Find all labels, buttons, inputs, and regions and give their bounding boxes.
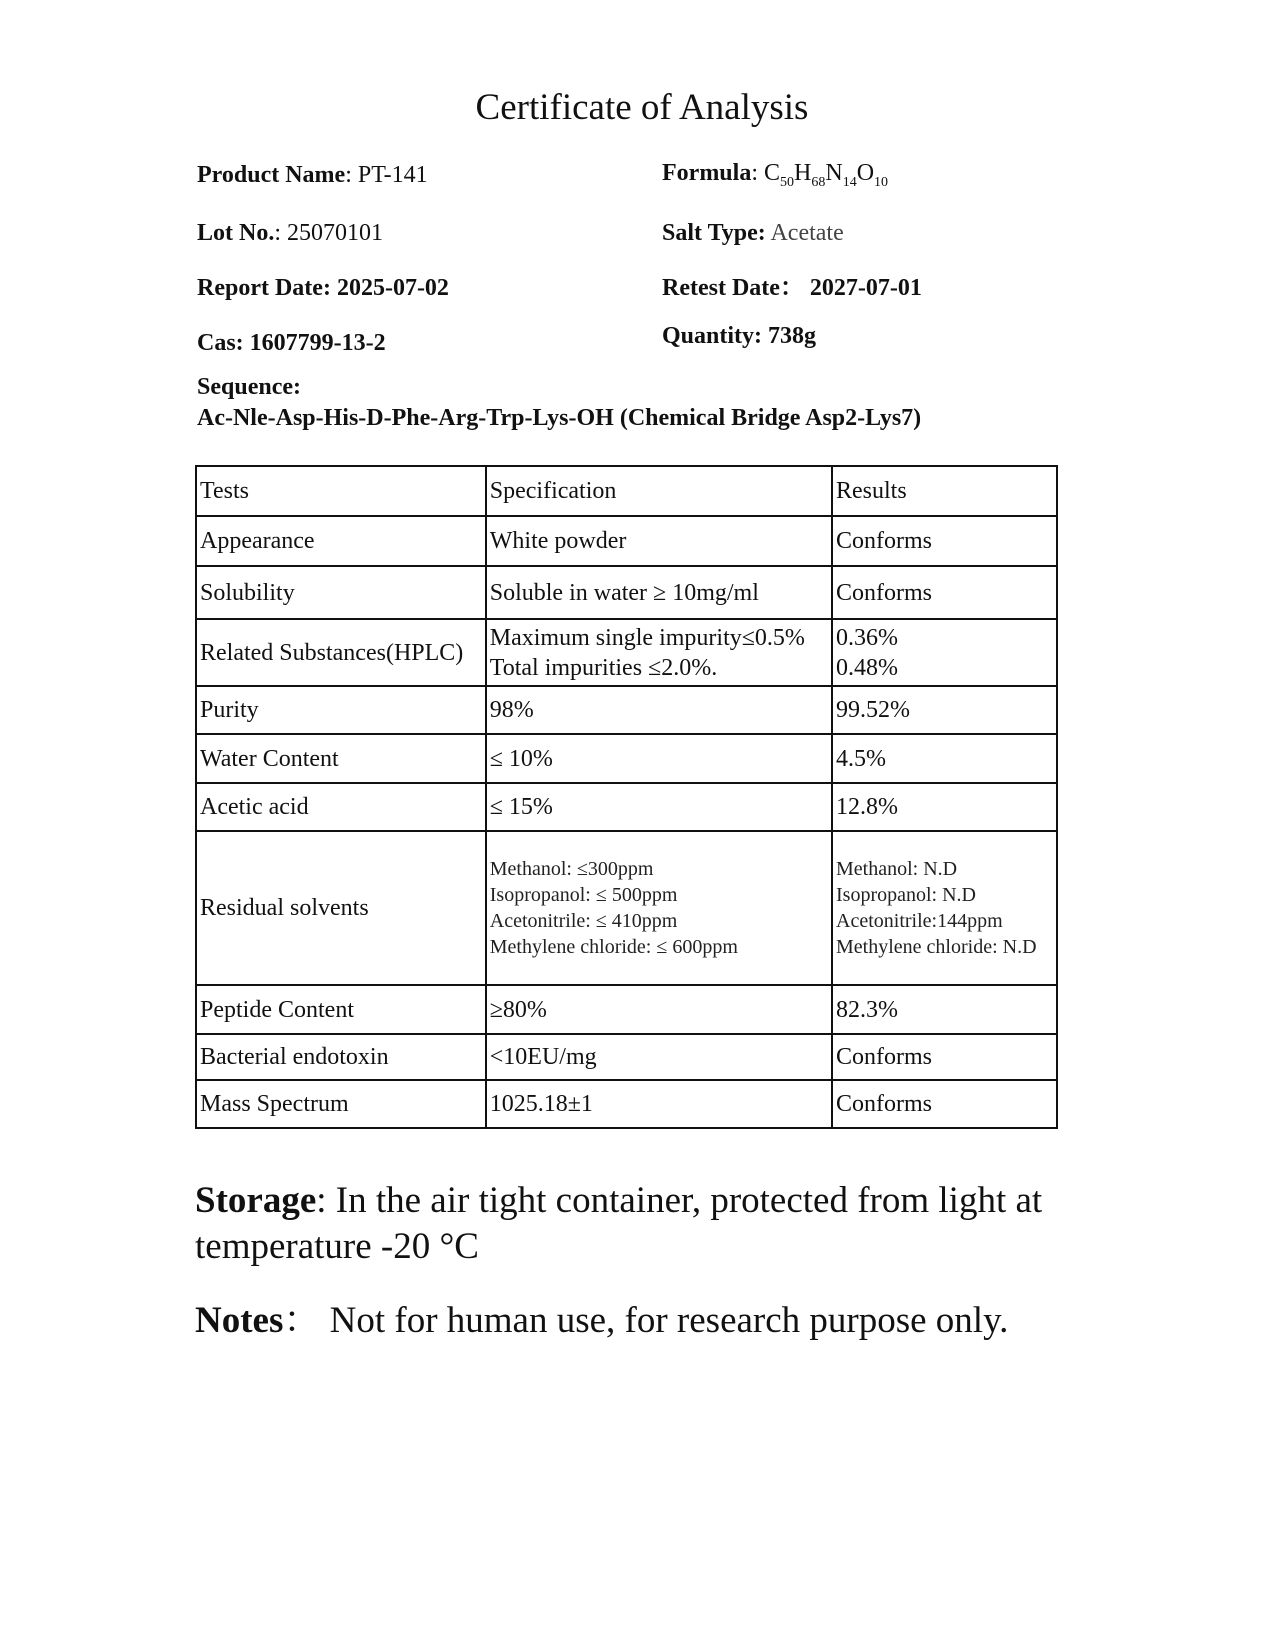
spec-value: Maximum single impurity≤0.5% (489, 624, 805, 651)
lot-label: Lot No. (197, 220, 275, 246)
quantity-field (662, 321, 816, 351)
page-title: Certificate of Analysis (475, 87, 809, 128)
header-results: Results (832, 466, 1057, 516)
formula-sep: : (751, 160, 764, 186)
spec-value: Acetonitrile: ≤ 410ppm (489, 910, 678, 932)
salt-type-label: Salt Type: (662, 220, 766, 246)
result-value: Conforms (832, 566, 1057, 619)
retest-date-field (662, 273, 922, 303)
spec-value: ≤ 15% (486, 783, 832, 831)
result-value: Acetonitrile:144ppm (836, 910, 1003, 932)
lot-value: : 25070101 (274, 220, 384, 246)
sequence-value: Ac-Nle-Asp-His-D-Phe-Arg-Trp-Lys-OH (Chemical Bridge Asp2-Lys7) (197, 405, 922, 431)
table-row (196, 1034, 1057, 1080)
test-name: Solubility (196, 566, 486, 619)
test-name: Peptide Content (196, 985, 486, 1034)
retest-date: Retest Date： 2027-07-01 (662, 275, 922, 301)
result-cell (832, 619, 1057, 686)
storage-note (195, 1178, 1135, 1270)
formula-h: H (794, 160, 812, 186)
cas-field (197, 328, 386, 358)
result-value: Isopropanol: N.D (836, 884, 976, 906)
table-row (196, 1080, 1057, 1128)
result-value: Conforms (832, 516, 1057, 566)
result-value: 0.48% (836, 654, 899, 681)
analysis-table (195, 465, 1058, 1129)
test-name: Purity (196, 686, 486, 734)
test-name: Related Substances(HPLC) (196, 619, 486, 686)
result-value: Methylene chloride: N.D (836, 936, 1037, 958)
formula-c: C (764, 160, 781, 186)
report-date: Report Date: 2025-07-02 (197, 275, 449, 301)
sequence-block (197, 372, 921, 434)
formula-label: Formula (662, 160, 752, 186)
salt-type-field (662, 218, 844, 248)
spec-cell (486, 831, 832, 985)
formula-n: N (825, 160, 843, 186)
result-value: 12.8% (832, 783, 1057, 831)
result-value: 4.5% (832, 734, 1057, 783)
test-name: Water Content (196, 734, 486, 783)
formula-n-count: 14 (842, 175, 857, 190)
spec-value: Total impurities ≤2.0%. (489, 654, 718, 681)
spec-value: ≥80% (486, 985, 832, 1034)
table-row (196, 985, 1057, 1034)
formula-field (662, 158, 888, 188)
test-name: Appearance (196, 516, 486, 566)
table-header-row (196, 466, 1057, 516)
table-row (196, 783, 1057, 831)
result-value: 82.3% (832, 985, 1057, 1034)
product-name-label: Product Name (197, 162, 346, 188)
result-value: 0.36% (836, 624, 899, 651)
salt-type-value: Acetate (765, 220, 844, 246)
cas-number: Cas: 1607799-13-2 (197, 330, 386, 356)
test-name: Acetic acid (196, 783, 486, 831)
notes (195, 1298, 1008, 1344)
spec-value: Isopropanol: ≤ 500ppm (489, 884, 678, 906)
storage-text: : In the air tight container, protected from light at temperature -20 °C (195, 1180, 1043, 1267)
spec-value: White powder (486, 516, 832, 566)
spec-value: <10EU/mg (486, 1034, 832, 1080)
table-row (196, 686, 1057, 734)
result-cell (832, 831, 1057, 985)
test-name: Mass Spectrum (196, 1080, 486, 1128)
result-value: Methanol: N.D (836, 858, 958, 880)
formula-o: O (856, 160, 875, 186)
spec-value: Methanol: ≤300ppm (489, 858, 654, 880)
product-name-value: : PT-141 (345, 162, 428, 188)
quantity: Quantity: 738g (662, 323, 817, 349)
test-name: Residual solvents (196, 831, 486, 985)
result-value: Conforms (832, 1080, 1057, 1128)
formula-o-count: 10 (874, 175, 889, 190)
spec-value: Soluble in water ≥ 10mg/ml (486, 566, 832, 619)
product-name-field (197, 160, 428, 190)
test-name: Bacterial endotoxin (196, 1034, 486, 1080)
notes-label: Notes (195, 1300, 284, 1341)
spec-value: ≤ 10% (486, 734, 832, 783)
result-value: Conforms (832, 1034, 1057, 1080)
lot-field (197, 218, 383, 248)
table-row (196, 516, 1057, 566)
spec-value: Methylene chloride: ≤ 600ppm (489, 936, 738, 958)
table-row (196, 734, 1057, 783)
result-value: 99.52% (832, 686, 1057, 734)
notes-text: ： Not for human use, for research purpose only. (283, 1300, 1009, 1341)
storage-label: Storage (195, 1180, 317, 1221)
table-row (196, 831, 1057, 985)
formula-h-count: 68 (811, 175, 826, 190)
table-row (196, 566, 1057, 619)
table-row (196, 619, 1057, 686)
report-date-field (197, 273, 449, 303)
formula-c-count: 50 (780, 175, 795, 190)
spec-value: 98% (486, 686, 832, 734)
sequence-label: Sequence: (197, 374, 301, 400)
spec-cell (486, 619, 832, 686)
spec-value: 1025.18±1 (486, 1080, 832, 1128)
header-tests: Tests (196, 466, 486, 516)
header-specification: Specification (486, 466, 832, 516)
